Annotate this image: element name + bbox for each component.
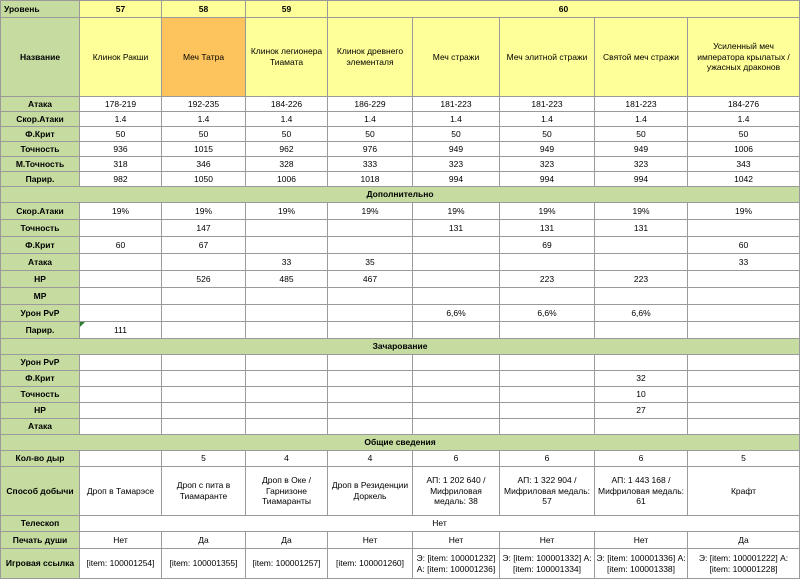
stat-value (413, 254, 500, 271)
stat-value (413, 322, 500, 339)
weapon-name: Усиленный меч императора крылатых / ужасных драконов (688, 18, 800, 97)
stat-row (1, 403, 800, 419)
stat-value: 192-235 (162, 97, 246, 112)
stat-label: Атака (1, 419, 80, 435)
stat-value (162, 288, 246, 305)
stat-value (328, 419, 413, 435)
stat-value (688, 419, 800, 435)
stat-value (413, 387, 500, 403)
obtain-value: Крафт (688, 467, 800, 516)
stat-row (1, 322, 800, 339)
stat-label: Урон PvP (1, 355, 80, 371)
soulbind-value: Нет (413, 532, 500, 549)
stat-value: 962 (246, 142, 328, 157)
stat-value: 50 (688, 127, 800, 142)
stat-label: Точность (1, 142, 80, 157)
stat-value (328, 322, 413, 339)
stat-value: 19% (328, 203, 413, 220)
obtain-value: АП: 1 322 904 / Мифриловая медаль: 57 (500, 467, 595, 516)
game-link-label: Игровая ссылка (1, 549, 80, 579)
stat-value: 1.4 (500, 112, 595, 127)
stat-value: 343 (688, 157, 800, 172)
obtain-value: Дроп в Тамарэсе (80, 467, 162, 516)
stat-value (328, 403, 413, 419)
stat-row (1, 288, 800, 305)
stat-label: Ф.Крит (1, 127, 80, 142)
soulbind-value: Да (688, 532, 800, 549)
stat-value (413, 288, 500, 305)
stat-label: Урон PvP (1, 305, 80, 322)
stat-value (80, 355, 162, 371)
slots-value: 6 (595, 451, 688, 467)
stat-value (80, 288, 162, 305)
stat-value (162, 355, 246, 371)
stat-row (1, 387, 800, 403)
stat-label: М.Точность (1, 157, 80, 172)
stat-value (246, 322, 328, 339)
stat-value: 1.4 (413, 112, 500, 127)
stat-row (1, 419, 800, 435)
stat-value: 6,6% (595, 305, 688, 322)
stat-label: Скор.Атаки (1, 203, 80, 220)
stat-value (500, 254, 595, 271)
stat-value: 178-219 (80, 97, 162, 112)
stat-value: 323 (595, 157, 688, 172)
stat-value: 32 (595, 371, 688, 387)
stat-value: 50 (80, 127, 162, 142)
stat-value: 949 (413, 142, 500, 157)
name-label: Название (1, 18, 80, 97)
stat-value (500, 288, 595, 305)
stat-value: 976 (328, 142, 413, 157)
game-link-value: Э: [item: 100001336] А: [item: 100001338] (595, 549, 688, 579)
stat-value (246, 387, 328, 403)
soulbind-value: Нет (328, 532, 413, 549)
soulbind-value: Да (246, 532, 328, 549)
stat-value: 10 (595, 387, 688, 403)
stat-value (595, 288, 688, 305)
stat-value: 19% (595, 203, 688, 220)
stat-label: HP (1, 271, 80, 288)
stat-value (80, 387, 162, 403)
slots-label: Кол-во дыр (1, 451, 80, 467)
stat-value: 67 (162, 237, 246, 254)
stat-value: 982 (80, 172, 162, 187)
stat-value: 19% (413, 203, 500, 220)
stat-value (500, 322, 595, 339)
stat-value: 27 (595, 403, 688, 419)
stat-value: 6,6% (500, 305, 595, 322)
stat-value: 1.4 (246, 112, 328, 127)
stat-value (162, 387, 246, 403)
stat-value: 1.4 (328, 112, 413, 127)
stat-value (162, 305, 246, 322)
game-link-value: [item: 100001257] (246, 549, 328, 579)
slots-value: 4 (246, 451, 328, 467)
soulbind-label: Печать души (1, 532, 80, 549)
stat-label: Атака (1, 254, 80, 271)
stat-value (413, 371, 500, 387)
stat-value: 526 (162, 271, 246, 288)
section-header: Общие сведения (1, 435, 800, 451)
stat-label: Точность (1, 387, 80, 403)
obtain-value: АП: 1 443 168 / Мифриловая медаль: 61 (595, 467, 688, 516)
stat-value (328, 288, 413, 305)
stat-row (1, 305, 800, 322)
stat-value: 1.4 (80, 112, 162, 127)
stat-label: Ф.Крит (1, 371, 80, 387)
stat-value: 111 (80, 322, 162, 339)
obtain-value: Дроп с пита в Тиамаранте (162, 467, 246, 516)
game-link-value: [item: 100001355] (162, 549, 246, 579)
stat-value: 69 (500, 237, 595, 254)
stat-row (1, 371, 800, 387)
stat-value (246, 355, 328, 371)
stat-value (162, 419, 246, 435)
soulbind-value: Нет (80, 532, 162, 549)
stat-value: 19% (500, 203, 595, 220)
stat-value: 994 (500, 172, 595, 187)
telescope-value: Нет (80, 516, 800, 532)
name-row (1, 18, 800, 97)
telescope-row (1, 516, 800, 532)
stat-value (595, 254, 688, 271)
soulbind-row (1, 532, 800, 549)
stat-label: Парир. (1, 172, 80, 187)
stat-value (80, 271, 162, 288)
stat-label: MP (1, 288, 80, 305)
stat-value: 181-223 (595, 97, 688, 112)
stat-value: 19% (80, 203, 162, 220)
game-link-value: [item: 100001254] (80, 549, 162, 579)
stat-value: 223 (595, 271, 688, 288)
stat-value (328, 305, 413, 322)
level-row (1, 1, 800, 18)
stat-label: Парир. (1, 322, 80, 339)
stat-value: 1042 (688, 172, 800, 187)
telescope-label: Телескоп (1, 516, 80, 532)
stat-value (688, 271, 800, 288)
stat-value: 949 (595, 142, 688, 157)
obtain-value: Дроп в Резиденции Доркель (328, 467, 413, 516)
stat-value: 181-223 (413, 97, 500, 112)
stat-value (328, 220, 413, 237)
stat-value: 60 (80, 237, 162, 254)
game-link-value: [item: 100001260] (328, 549, 413, 579)
obtain-value: АП: 1 202 640 / Мифриловая медаль: 38 (413, 467, 500, 516)
stat-value (688, 220, 800, 237)
stat-value: 1015 (162, 142, 246, 157)
level-label: Уровень (1, 1, 80, 18)
stat-value (246, 237, 328, 254)
stat-value (246, 371, 328, 387)
stat-value: 936 (80, 142, 162, 157)
stat-value: 346 (162, 157, 246, 172)
stat-row (1, 172, 800, 187)
slots-value: 6 (500, 451, 595, 467)
section-row (1, 435, 800, 451)
stat-value (162, 322, 246, 339)
stat-value (80, 403, 162, 419)
stat-row (1, 254, 800, 271)
stat-value: 19% (246, 203, 328, 220)
stat-value (328, 387, 413, 403)
level-60: 60 (328, 1, 800, 18)
stat-value: 1050 (162, 172, 246, 187)
stat-label: Атака (1, 97, 80, 112)
stat-value: 1.4 (162, 112, 246, 127)
level-59: 59 (246, 1, 328, 18)
slots-value (80, 451, 162, 467)
stat-value: 223 (500, 271, 595, 288)
stat-value (595, 419, 688, 435)
stat-value (246, 305, 328, 322)
stat-value (413, 271, 500, 288)
stat-value (80, 371, 162, 387)
stat-value (688, 371, 800, 387)
stat-row (1, 142, 800, 157)
stat-value: 323 (500, 157, 595, 172)
stat-value: 131 (413, 220, 500, 237)
stat-value: 60 (688, 237, 800, 254)
stat-value (413, 403, 500, 419)
weapon-name: Клинок древнего элементаля (328, 18, 413, 97)
stat-value: 6,6% (413, 305, 500, 322)
section-row (1, 339, 800, 355)
stat-value: 19% (162, 203, 246, 220)
stat-value (80, 419, 162, 435)
game-link-value: Э: [item: 100001232] А: [item: 100001236] (413, 549, 500, 579)
stat-value (328, 371, 413, 387)
stat-value: 994 (595, 172, 688, 187)
stat-value: 50 (595, 127, 688, 142)
slots-value: 5 (162, 451, 246, 467)
game-link-value: Э: [item: 100001332] А: [item: 100001334] (500, 549, 595, 579)
slots-value: 4 (328, 451, 413, 467)
stat-value: 33 (688, 254, 800, 271)
stat-value: 50 (162, 127, 246, 142)
stat-value: 184-276 (688, 97, 800, 112)
stat-value (162, 371, 246, 387)
stat-value (500, 403, 595, 419)
stat-row (1, 97, 800, 112)
stat-value (328, 237, 413, 254)
obtain-value: Дроп в Оке / Гарнизоне Тиамаранты (246, 467, 328, 516)
stat-value (246, 220, 328, 237)
stat-value: 186-229 (328, 97, 413, 112)
stat-value (413, 355, 500, 371)
stat-row (1, 203, 800, 220)
weapon-name: Меч элитной стражи (500, 18, 595, 97)
stat-value (162, 403, 246, 419)
stat-value: 184-226 (246, 97, 328, 112)
stat-value: 50 (500, 127, 595, 142)
stat-value: 318 (80, 157, 162, 172)
stat-value: 50 (328, 127, 413, 142)
stat-value (688, 355, 800, 371)
stat-value: 328 (246, 157, 328, 172)
weapon-name: Клинок легионера Тиамата (246, 18, 328, 97)
stat-value (413, 419, 500, 435)
stat-value: 1018 (328, 172, 413, 187)
stat-value (328, 355, 413, 371)
stat-value (595, 355, 688, 371)
soulbind-value: Да (162, 532, 246, 549)
soulbind-value: Нет (500, 532, 595, 549)
stat-label: Ф.Крит (1, 237, 80, 254)
stat-value (500, 419, 595, 435)
stat-value: 323 (413, 157, 500, 172)
slots-value: 5 (688, 451, 800, 467)
stat-value: 467 (328, 271, 413, 288)
weapon-name: Меч Татра (162, 18, 246, 97)
soulbind-value: Нет (595, 532, 688, 549)
obtain-label: Способ добычи (1, 467, 80, 516)
stat-value: 50 (413, 127, 500, 142)
stat-value: 1.4 (595, 112, 688, 127)
stat-row (1, 237, 800, 254)
section-row (1, 187, 800, 203)
stat-value: 1.4 (688, 112, 800, 127)
section-header: Дополнительно (1, 187, 800, 203)
weapon-name: Меч стражи (413, 18, 500, 97)
stat-value (413, 237, 500, 254)
section-header: Зачарование (1, 339, 800, 355)
stat-value (595, 322, 688, 339)
weapon-name: Святой меч стражи (595, 18, 688, 97)
game-link-value: Э: [item: 100001222] А: [item: 100001228] (688, 549, 800, 579)
stat-value (500, 355, 595, 371)
stat-value (80, 305, 162, 322)
stat-value: 19% (688, 203, 800, 220)
stat-row (1, 157, 800, 172)
stat-value (688, 288, 800, 305)
stat-label: Скор.Атаки (1, 112, 80, 127)
stat-value: 50 (246, 127, 328, 142)
stat-row (1, 355, 800, 371)
stat-value: 1006 (688, 142, 800, 157)
stat-value (162, 254, 246, 271)
stat-value (246, 419, 328, 435)
stat-value: 131 (500, 220, 595, 237)
stat-value: 333 (328, 157, 413, 172)
stat-value: 181-223 (500, 97, 595, 112)
stat-label: Точность (1, 220, 80, 237)
stat-value: 131 (595, 220, 688, 237)
slots-value: 6 (413, 451, 500, 467)
slots-row (1, 451, 800, 467)
stat-value: 949 (500, 142, 595, 157)
stat-value (246, 403, 328, 419)
stat-value (500, 387, 595, 403)
stat-value (688, 305, 800, 322)
stat-row (1, 127, 800, 142)
stat-value: 485 (246, 271, 328, 288)
stat-value: 1006 (246, 172, 328, 187)
stat-value (80, 220, 162, 237)
stat-value (688, 403, 800, 419)
stat-value (595, 237, 688, 254)
stat-value: 35 (328, 254, 413, 271)
stat-value (688, 387, 800, 403)
stat-value: 33 (246, 254, 328, 271)
stat-value (80, 254, 162, 271)
stat-value (246, 288, 328, 305)
level-58: 58 (162, 1, 246, 18)
stat-value: 994 (413, 172, 500, 187)
stat-row (1, 112, 800, 127)
level-57: 57 (80, 1, 162, 18)
weapon-name: Клинок Ракши (80, 18, 162, 97)
stat-value (500, 371, 595, 387)
stat-value: 147 (162, 220, 246, 237)
stat-row (1, 271, 800, 288)
stat-value (688, 322, 800, 339)
stat-row (1, 220, 800, 237)
stat-label: HP (1, 403, 80, 419)
obtain-row (1, 467, 800, 516)
